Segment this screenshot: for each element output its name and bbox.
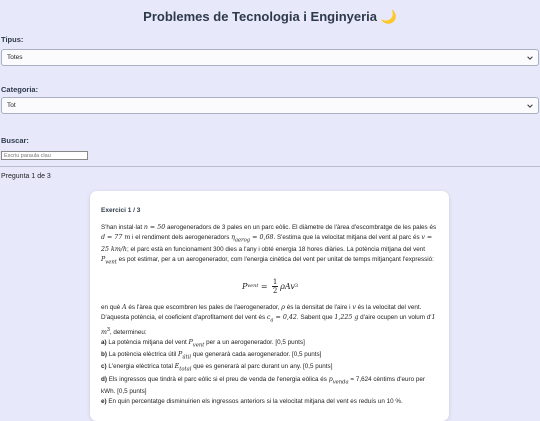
exercise-item-a: a) La potència mitjana del vent $P_{vent}$ per a un aerogenerador. [0,5 punts] bbox=[101, 338, 305, 349]
exercise-items bbox=[101, 338, 439, 409]
question-counter: Pregunta 1 de 3 bbox=[1, 173, 51, 180]
page-title-text: Problemes de Tecnologia i Enginyeria bbox=[143, 9, 377, 24]
exercise-title: Exercici 1 / 3 bbox=[101, 207, 141, 214]
categoria-label: Categoria: bbox=[1, 85, 39, 94]
categoria-select[interactable] bbox=[1, 97, 539, 114]
exercise-item-d: d) Els ingressos que tindrà el parc eòlic si el preu de venda de l'energia eòlica és $p_{venda} = 7,624$ cèntims d'euro per kWh. [0,5 punts] bbox=[101, 375, 425, 395]
exercise-statement: S'han instal·lat n = 50 aerogeneradors de 3 pales en un parc eòlic. El diàmetre de l'àrea d'escombratge de les pales és d = 77 m i el rendiment dels aerogeneradors $\eta_{aerog} = 0,68$. S'estima que la velocitat mitjana del vent al parc és v = 25 km/h; el parc està en funcionament 300 dies a l'any i obté energia 18 hores diàries. La potència mitjana del vent $P_{vent}$ es pot estimar, per a un aerogenerador, com l'energia cinètica del vent per unitat de temps mitjançant l'expressió: bbox=[101, 224, 437, 266]
search-input[interactable] bbox=[1, 151, 88, 160]
divider bbox=[0, 166, 540, 167]
exercise-item-b: b) La potència elèctrica útil $P_{útil}$ que generarà cada aerogenerador. [0,5 punts] bbox=[101, 351, 322, 361]
tipus-select-value: Totes bbox=[7, 54, 23, 61]
buscar-label: Buscar: bbox=[1, 136, 29, 145]
power-formula: P vent = $\frac{1}{2}$ ρAv 3 bbox=[241, 277, 299, 295]
tipus-select[interactable] bbox=[1, 49, 539, 66]
tipus-label: Tipus: bbox=[1, 35, 24, 44]
chevron-down-icon bbox=[526, 102, 534, 110]
categoria-select-value: Tot bbox=[7, 102, 16, 109]
exercise-definitions: en què A és l'àrea que escombren les pales de l'aerogenerador, ρ és la densitat de l'aire i v és la velocitat del vent. D'aquesta potència, el coeficient d'aprofitament del vent és $c_a = 0,42$. Sabent que 1,225 g d'aire ocupen un volum d'1 $m^3$, determineu: bbox=[101, 303, 436, 336]
moon-icon: 🌙 bbox=[380, 9, 397, 24]
page-title bbox=[0, 9, 540, 25]
chevron-down-icon bbox=[526, 54, 534, 62]
exercise-item-c: c) L'energia elèctrica total $E_{total}$ que es generarà al parc durant un any. [0,5 punts] bbox=[101, 363, 333, 373]
exercise-card bbox=[90, 191, 449, 421]
exercise-item-e: e) En quin percentatge disminuirien els ingressos anteriors si la velocitat mitjana del vent es reduís un 10 %. bbox=[101, 397, 403, 405]
